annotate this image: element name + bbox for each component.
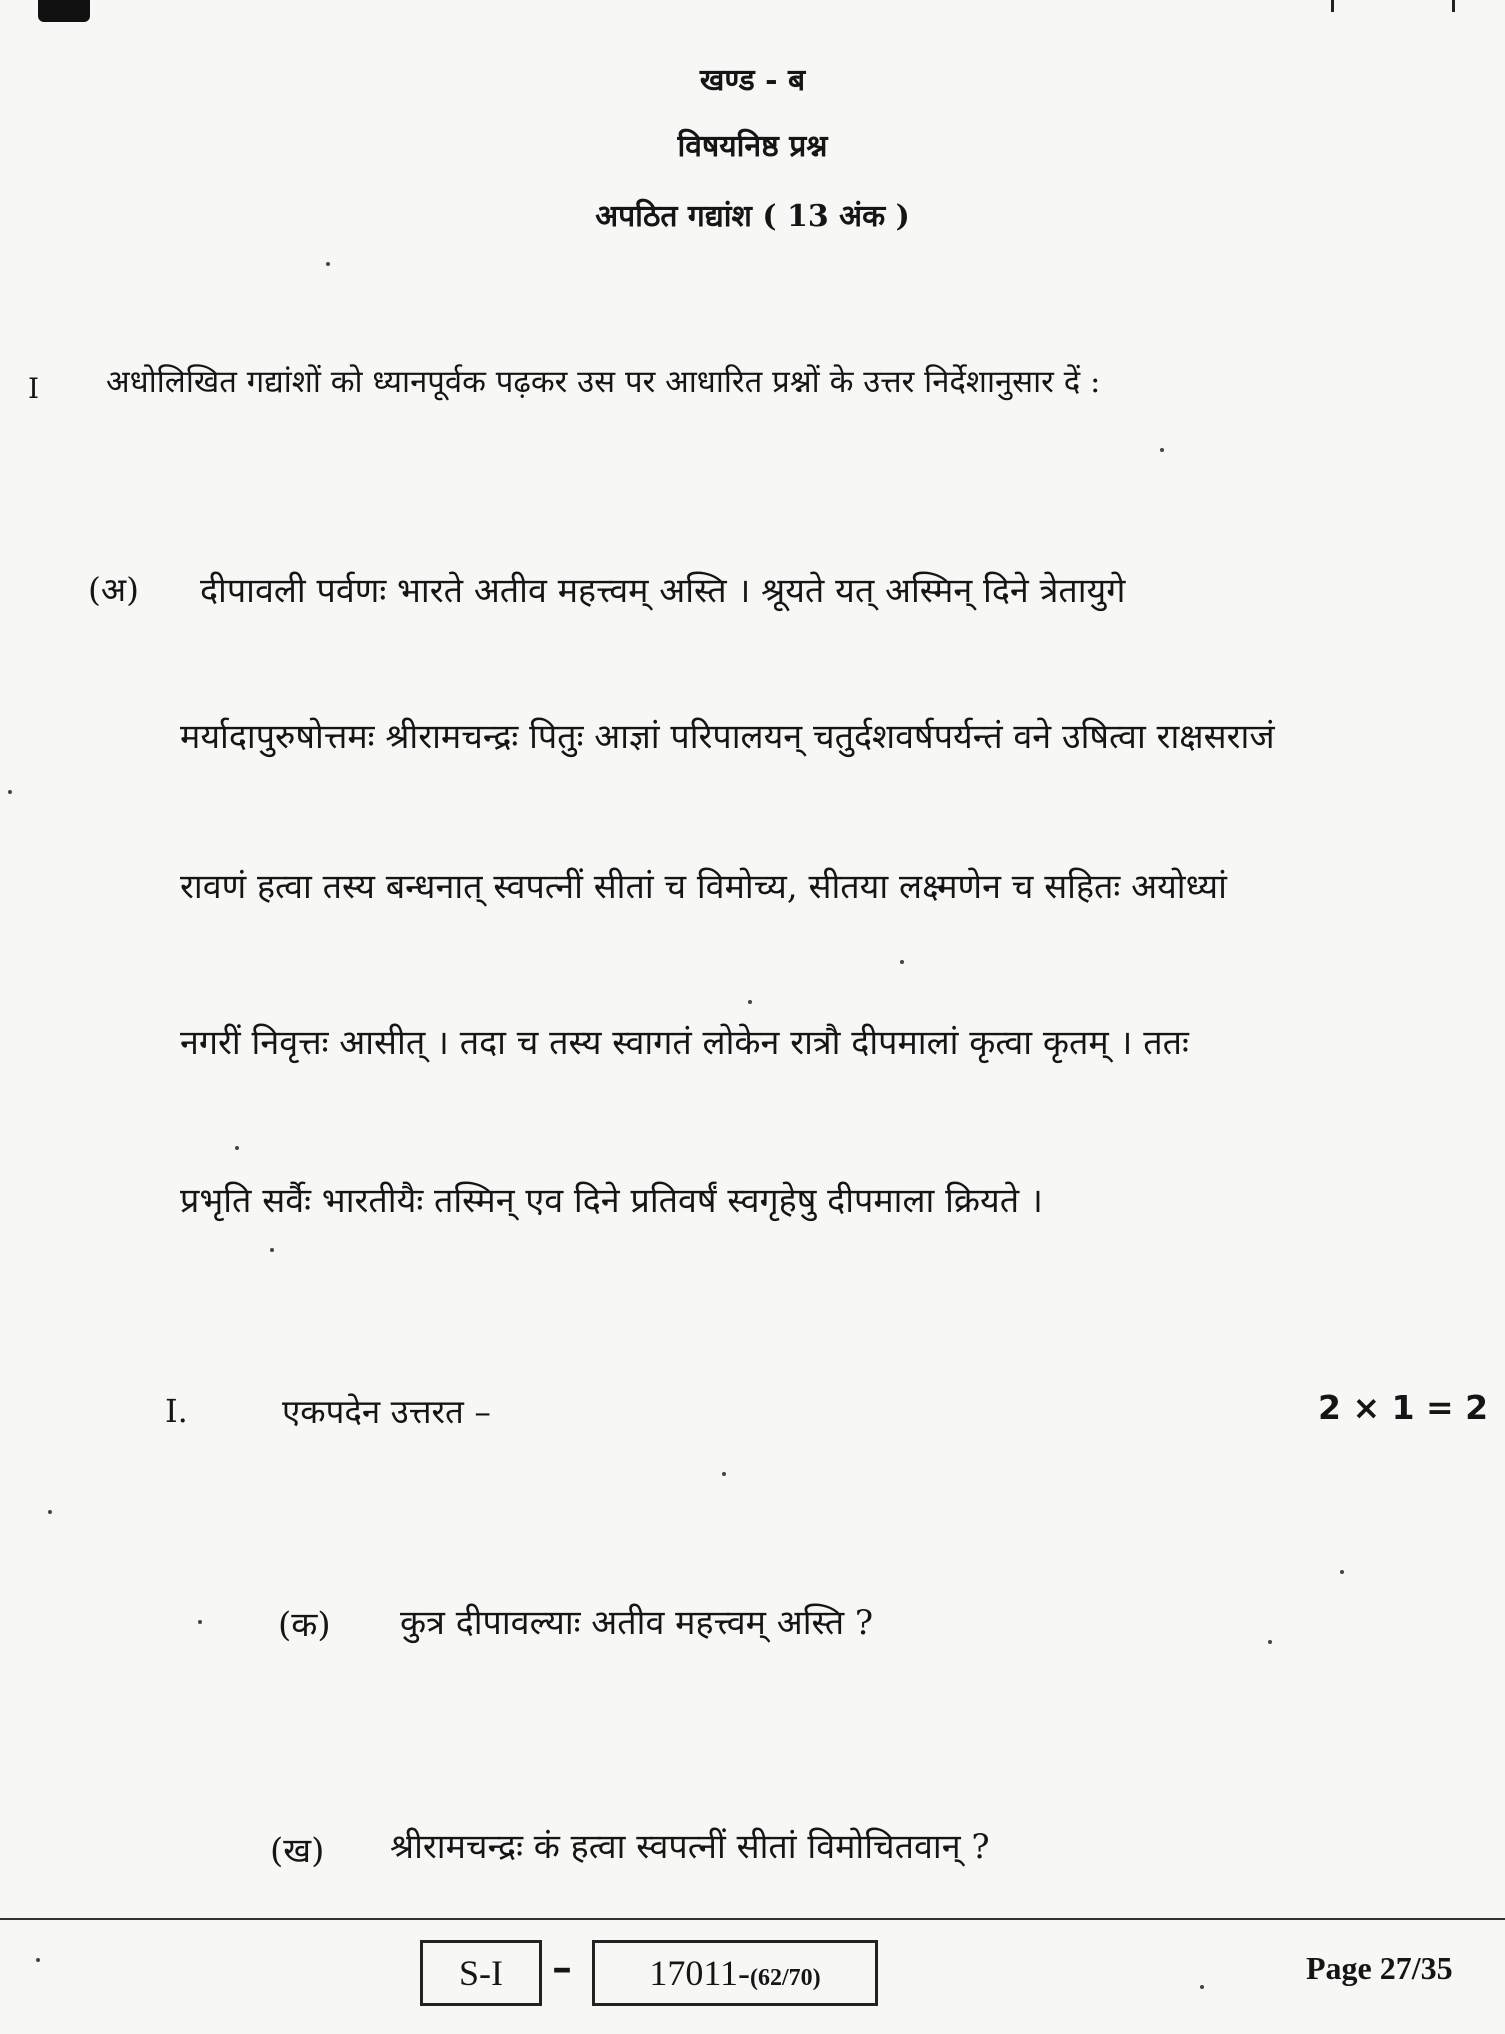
series-box: S-I — [420, 1940, 542, 2006]
scan-speck — [8, 790, 12, 794]
passage-line: दीपावली पर्वणः भारते अतीव महत्त्वम् अस्ति । श्रूयते यत् अस्मिन् दिने त्रेतायुगे — [200, 571, 1126, 611]
section-subtitle: विषयनिष्ठ प्रश्न — [677, 129, 828, 164]
question-marks: 2 × 1 = 2 — [1318, 1388, 1489, 1427]
code-main: 17011- — [649, 1953, 750, 1993]
subquestion-label: (क) — [278, 1605, 331, 1645]
question-title: एकपदेन उत्तरत – — [282, 1392, 491, 1431]
passage-line: प्रभृति सर्वैः भारतीयैः तस्मिन् एव दिने प्रतिवर्षं स्वगृहेषु दीपमाला क्रियते । — [180, 1181, 1043, 1221]
section-topic: अपठित गद्यांश ( 13 अंक ) — [595, 199, 910, 234]
instruction-number: I — [28, 372, 40, 405]
code-box — [592, 1940, 878, 2006]
code-small: (62/70) — [750, 1965, 821, 1991]
corner-mark — [38, 0, 90, 22]
scan-speck — [36, 1958, 40, 1962]
instruction-text: अधोलिखित गद्यांशों को ध्यानपूर्वक पढ़कर उस पर आधारित प्रश्नों के उत्तर निर्देशानुसार दें : — [106, 364, 1101, 400]
passage-line: नगरीं निवृत्तः आसीत् । तदा च तस्य स्वागतं लोकेन रात्रौ दीपमालां कृत्वा कृतम् । ततः — [180, 1023, 1189, 1063]
passage-line: मर्यादापुरुषोत्तमः श्रीरामचन्द्रः पितुः आज्ञां परिपालयन् चतुर्दशवर्षपर्यन्तं वने उषित्वा राक्षसराजं — [180, 717, 1275, 757]
page-number: Page 27/35 — [1306, 1950, 1453, 1986]
subquestion-text: कुत्र दीपावल्याः अतीव महत्त्वम् अस्ति ? — [400, 1603, 874, 1643]
scan-speck — [270, 1248, 274, 1252]
scan-speck — [198, 1620, 202, 1624]
scan-speck — [1340, 1570, 1344, 1574]
scan-speck — [1200, 1985, 1204, 1989]
scan-speck — [235, 1146, 239, 1150]
passage-line: रावणं हत्वा तस्य बन्धनात् स्वपत्नीं सीतां च विमोच्य, सीतया लक्ष्मणेन च सहितः अयोध्यां — [180, 867, 1227, 907]
section-title: खण्ड - ब — [699, 63, 806, 98]
passage-label: (अ) — [88, 570, 139, 609]
question-number: I. — [165, 1392, 188, 1430]
subquestion-text: श्रीरामचन्द्रः कं हत्वा स्वपत्नीं सीतां विमोचितवान् ? — [390, 1827, 990, 1867]
footer-rule — [0, 1918, 1505, 1920]
scan-speck — [48, 1510, 52, 1514]
subquestion-label: (ख) — [270, 1831, 325, 1871]
scan-speck — [900, 960, 904, 964]
scan-speck — [722, 1472, 726, 1476]
corner-bracket — [1331, 0, 1455, 12]
scan-speck — [326, 262, 330, 266]
scan-speck — [1268, 1640, 1272, 1644]
scan-speck — [1160, 448, 1164, 452]
footer-dash: – — [552, 1944, 572, 1991]
scan-speck — [748, 1000, 752, 1004]
